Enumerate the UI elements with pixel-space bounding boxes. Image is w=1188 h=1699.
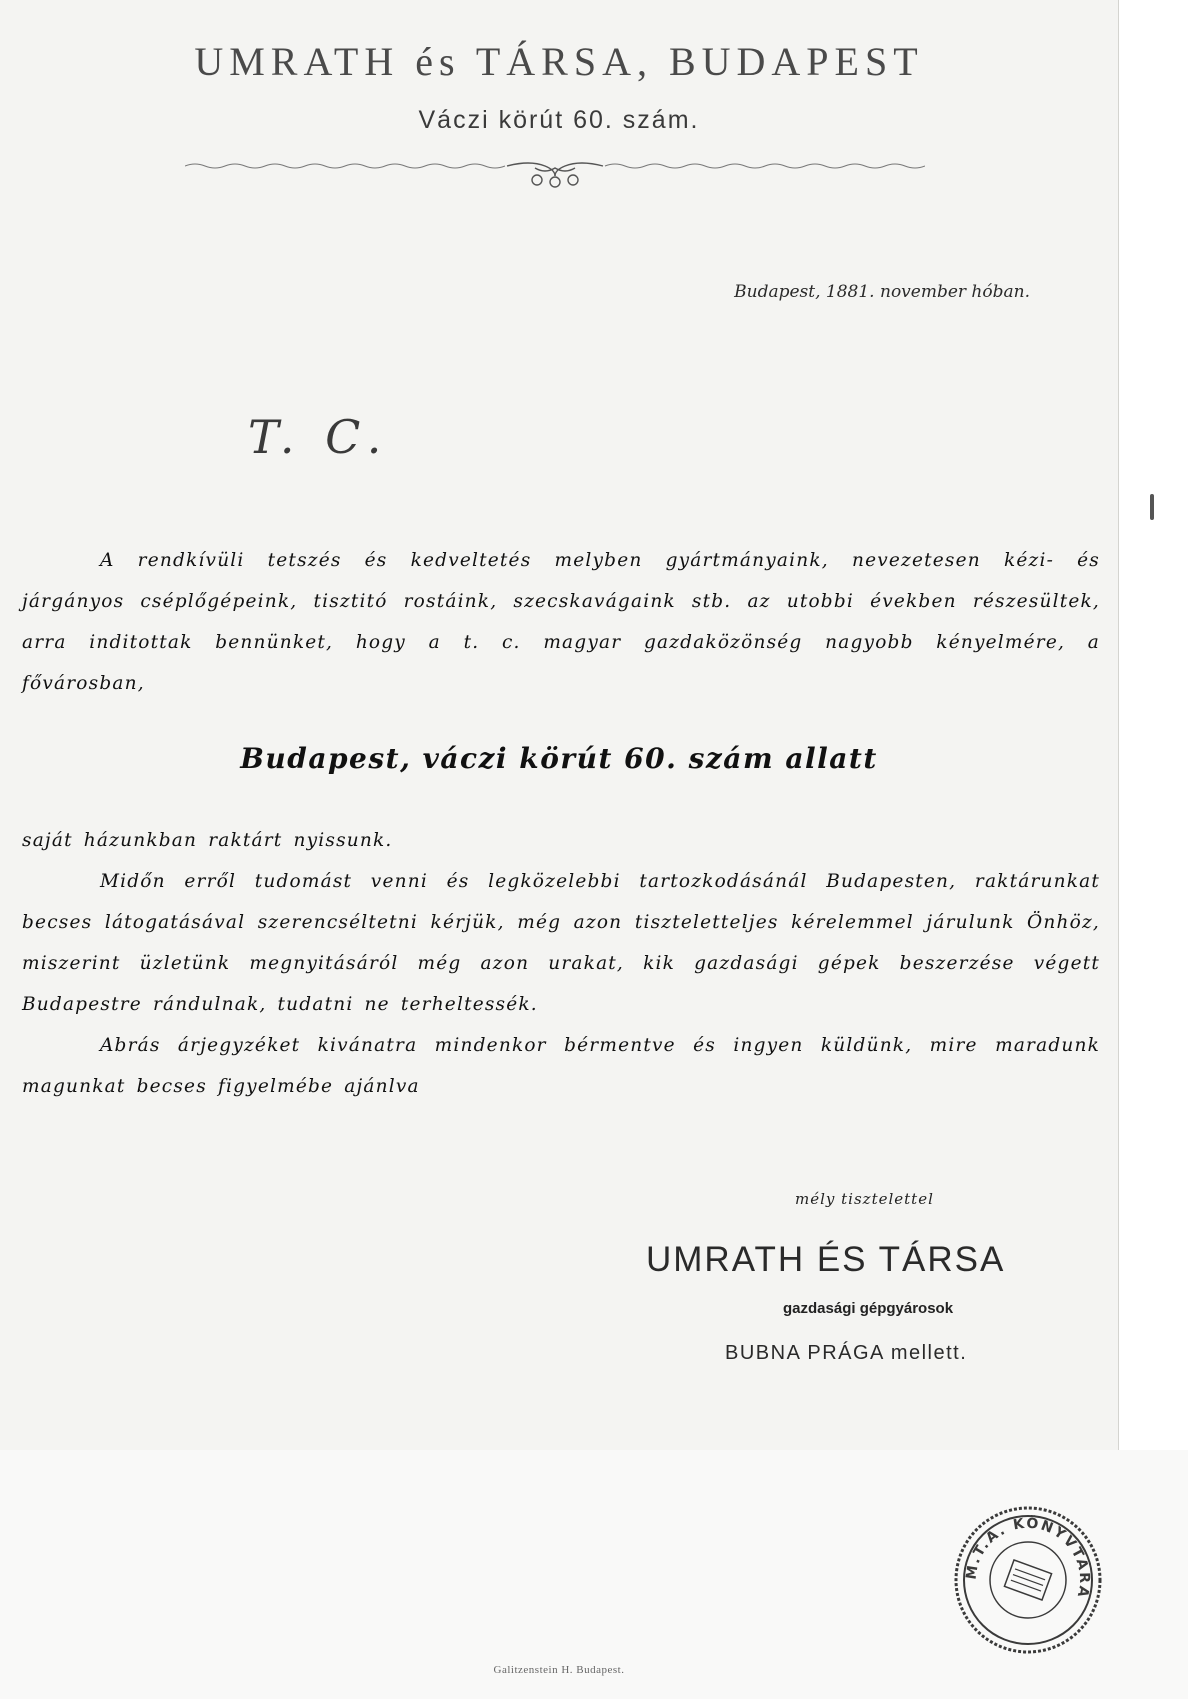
stamp-text: M.T.A. KÖNYVTÁRA <box>963 1515 1093 1601</box>
signature-place: BUBNA PRÁGA mellett. <box>725 1342 968 1364</box>
ornament-divider-icon <box>185 160 925 196</box>
letter-date: Budapest, 1881. november hóban. <box>734 282 1030 302</box>
paragraph-catalog-text: Abrás árjegyzéket kivánatra mindenkor bérmentve és ingyen küldünk, mire maradunk magunkat becses figyelmébe ajánlva <box>22 1035 1100 1097</box>
warehouse-address-line: Budapest, váczi körút 60. szám allatt <box>240 742 878 775</box>
letterhead-title: UMRATH és TÁRSA, BUDAPEST <box>194 39 924 84</box>
paragraph-visit-text: Midőn erről tudomást venni és legközelebbi tartozkodásánál Budapesten, raktárunkat becses látogatásával szerencséltetni kérjük, még azon tisztelettelјes kérelemmel járulunk Önhöz, miszerint üzletünk megnyitásáról még azon urakat, kik gazdasági gépek beszerzése végett Budapestre rándulnak, tudatni ne terheltessék. <box>22 871 1100 1015</box>
printer-imprint: Galitzenstein H. Budapest. <box>493 1664 625 1676</box>
letterhead-address: Váczi körút 60. szám. <box>418 106 700 134</box>
signature-company: UMRATH ÉS TÁRSA <box>646 1240 1006 1279</box>
svg-text:M.T.A. KÖNYVTÁRA <box>964 1514 1093 1601</box>
closing-regards: mély tisztelettel <box>795 1190 934 1208</box>
library-stamp-icon <box>950 1502 1106 1658</box>
salutation: T. C. <box>248 410 390 464</box>
body-paragraph-intro <box>22 540 1100 704</box>
body-paragraphs-main <box>22 820 1100 1107</box>
paragraph-intro-text: A rendkívüli tetszés és kedveltetés melyben gyártmányaink, nevezetesen kézi- és járgányos cséplőgépeink, tisztitó rostáink, szecskavágaink stb. az utobbi években részesültek, arra inditottak bennünket, hogy a t. c. magyar gazdaközönség nagyobb kényelmére, a fővárosban, <box>22 550 1100 694</box>
margin-mark <box>1150 494 1154 520</box>
paragraph-warehouse-text: saját házunkban raktárt nyissunk. <box>22 830 393 851</box>
signature-role: gazdasági gépgyárosok <box>783 1300 954 1317</box>
